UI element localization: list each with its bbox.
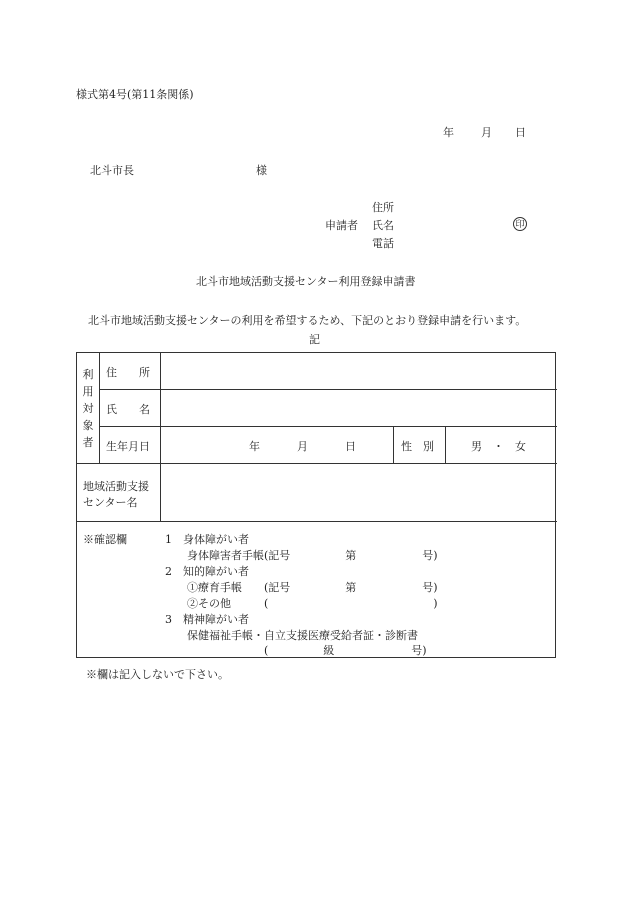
col-divider-sex-right [445, 426, 446, 463]
date-year: 年 [443, 126, 454, 139]
sex-label: 性 別 [401, 440, 434, 453]
col-divider-vertical-header [99, 353, 100, 463]
applicant-name-label: 氏名 [372, 219, 394, 232]
center-name-label-line1: 地域活動支援 [83, 480, 149, 493]
name-label: 氏 名 [106, 403, 150, 416]
row-divider-birth [77, 463, 557, 464]
addressee-name: 北斗市長 [90, 164, 134, 177]
confirm-line: 身体障害者手帳(記号 第 号) [165, 549, 438, 562]
row-divider-address [99, 389, 557, 390]
target-person-header: 利 用 対 象 者 [82, 367, 94, 449]
applicant-label: 申請者 [325, 219, 358, 232]
confirm-line: ①療育手帳 (記号 第 号) [165, 581, 438, 594]
document-title: 北斗市地域活動支援センター利用登録申請書 [196, 275, 416, 288]
col-divider-labels [160, 353, 161, 521]
confirm-line: 2 知的障がい者 [165, 565, 249, 578]
addressee-honorific: 様 [256, 164, 267, 177]
confirm-line: ( 級 号) [165, 644, 427, 657]
ki-label: 記 [309, 333, 320, 346]
form-number: 様式第4号(第11条関係) [76, 88, 194, 101]
sex-options: 男 ・ 女 [471, 440, 526, 453]
application-table [76, 352, 556, 658]
date-day: 日 [515, 126, 526, 139]
row-divider-name [99, 426, 557, 427]
confirmation-label: ※確認欄 [83, 533, 127, 546]
confirm-line: 3 精神障がい者 [165, 613, 249, 626]
birth-month-label: 月 [297, 440, 308, 453]
address-label: 住 所 [106, 366, 150, 379]
date-month: 月 [481, 126, 492, 139]
applicant-phone-label: 電話 [372, 237, 394, 250]
applicant-address-label: 住所 [372, 201, 394, 214]
seal-mark: 印 [513, 217, 527, 231]
row-divider-center [77, 521, 557, 522]
footnote: ※欄は記入しないで下さい。 [86, 668, 229, 681]
intro-text: 北斗市地域活動支援センターの利用を希望するため、下記のとおり登録申請を行います。 [88, 314, 527, 327]
birth-date-label: 生年月日 [106, 440, 150, 453]
col-divider-sex-left [393, 426, 394, 463]
center-name-label-line2: センター名 [83, 496, 138, 509]
confirm-line: ②その他 ( ) [165, 597, 438, 610]
confirm-line: 保健福祉手帳・自立支援医療受給者証・診断書 [165, 629, 418, 642]
birth-day-label: 日 [345, 440, 356, 453]
confirm-line: 1 身体障がい者 [165, 533, 249, 546]
birth-year-label: 年 [249, 440, 260, 453]
